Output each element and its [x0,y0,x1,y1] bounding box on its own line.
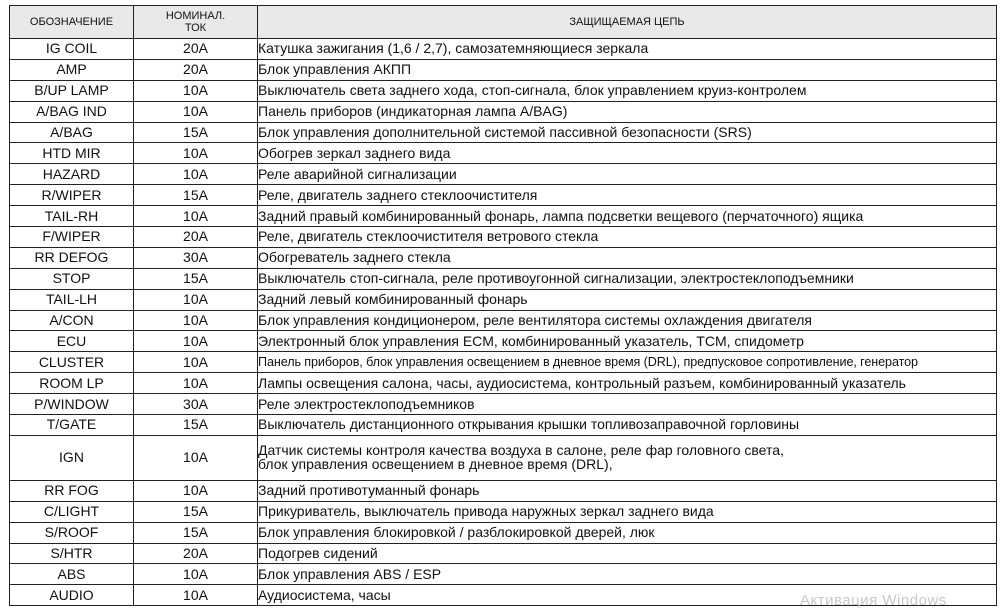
table-row [10,80,997,101]
header-protected-circuit: ЗАЩИЩАЕМАЯ ЦЕПЬ [258,6,997,39]
fuse-circuit: Панель приборов, блок управления освещением в дневное время (DRL), предпусковое сопротивление, генератор [258,352,997,373]
fuse-code: RR FOG [10,480,134,501]
table-row [10,206,997,227]
fuse-rating: 15A [134,415,258,436]
fuse-code: RR DEFOG [10,247,134,268]
fuse-circuit: Обогреватель заднего стекла [258,247,997,268]
fuse-rating: 10A [134,331,258,352]
table-row [10,164,997,185]
fuse-code: R/WIPER [10,185,134,206]
table-row [10,543,997,564]
fuse-circuit: Блок управления кондиционером, реле вентилятора системы охлаждения двигателя [258,310,997,331]
fuse-code: AUDIO [10,585,134,606]
fuse-circuit: Панель приборов (индикаторная лампа A/BAG) [258,101,997,122]
fuse-code: IGN [10,435,134,480]
fuse-code: TAIL-RH [10,206,134,227]
fuse-rating: 10A [134,373,258,394]
fuse-code: S/ROOF [10,522,134,543]
fuse-rating: 10A [134,164,258,185]
table-row [10,122,997,143]
fuse-circuit: Реле аварийной сигнализации [258,164,997,185]
table-row [10,39,997,60]
fuse-code: A/BAG IND [10,101,134,122]
header-rated-current-line1: НОМИНАЛ. [165,10,226,22]
fuse-rating: 10A [134,143,258,164]
fuse-circuit: Задний противотуманный фонарь [258,480,997,501]
fuse-code: B/UP LAMP [10,80,134,101]
fuse-table [9,5,997,606]
table-row [10,373,997,394]
table-row [10,480,997,501]
fuse-rating: 10A [134,352,258,373]
fuse-circuit: Задний правый комбинированный фонарь, лампа подсветки вещевого (перчаточного) ящика [258,206,997,227]
fuse-rating: 15A [134,185,258,206]
fuse-code: ROOM LP [10,373,134,394]
fuse-rating: 20A [134,59,258,80]
fuse-code: AMP [10,59,134,80]
fuse-rating: 10A [134,289,258,310]
fuse-circuit: Реле электростеклоподъемников [258,394,997,415]
fuse-circuit: Выключатель света заднего хода, стоп-сигнала, блок управлением круиз-контролем [258,80,997,101]
fuse-code: F/WIPER [10,227,134,248]
fuse-circuit: Задний левый комбинированный фонарь [258,289,997,310]
table-row [10,522,997,543]
header-rated-current-line2: ТОК [184,22,207,34]
fuse-code: A/BAG [10,122,134,143]
table-row [10,143,997,164]
fuse-rating: 10A [134,435,258,480]
fuse-code: T/GATE [10,415,134,436]
fuse-rating: 10A [134,585,258,606]
fuse-circuit: Аудиосистема, часы [258,585,997,606]
fuse-code: ABS [10,564,134,585]
fuse-code: HAZARD [10,164,134,185]
fuse-code: S/HTR [10,543,134,564]
fuse-circuit: Блок управления блокировкой / разблокировкой дверей, люк [258,522,997,543]
fuse-rating: 15A [134,268,258,289]
fuse-rating: 10A [134,101,258,122]
header-rated-current [134,6,258,39]
table-row [10,59,997,80]
fuse-rating: 10A [134,80,258,101]
fuse-code: CLUSTER [10,352,134,373]
fuse-code: HTD MIR [10,143,134,164]
header-designation: ОБОЗНАЧЕНИЕ [10,6,134,39]
fuse-rating: 10A [134,480,258,501]
table-row [10,352,997,373]
fuse-rating: 30A [134,247,258,268]
fuse-circuit: Реле, двигатель заднего стеклоочистителя [258,185,997,206]
table-row [10,564,997,585]
fuse-circuit: Обогрев зеркал заднего вида [258,143,997,164]
table-row [10,227,997,248]
table-row [10,268,997,289]
fuse-circuit [258,435,997,480]
fuse-rating: 20A [134,39,258,60]
fuse-code: A/CON [10,310,134,331]
fuse-rating: 20A [134,227,258,248]
fuse-rating: 15A [134,501,258,522]
fuse-rating: 10A [134,310,258,331]
fuse-circuit-line1: Датчик системы контроля качества воздуха в салоне, реле фар головного света, [258,442,784,459]
fuse-code: STOP [10,268,134,289]
fuse-code: C/LIGHT [10,501,134,522]
fuse-circuit: Выключатель дистанционного открывания крышки топливозаправочной горловины [258,415,997,436]
fuse-code: TAIL-LH [10,289,134,310]
windows-activation-watermark: Активация Windows [800,592,947,609]
fuse-rating: 30A [134,394,258,415]
table-row [10,310,997,331]
fuse-rating: 10A [134,564,258,585]
table-row [10,435,997,480]
fuse-circuit: Электронный блок управления ECM, комбинированный указатель, TCM, спидометр [258,331,997,352]
table-row [10,331,997,352]
table-header-row [10,6,997,39]
fuse-rating: 15A [134,522,258,543]
fuse-circuit: Блок управления АКПП [258,59,997,80]
fuse-rating: 20A [134,543,258,564]
table-row [10,501,997,522]
fuse-rating: 15A [134,122,258,143]
fuse-circuit-line2: блок управления освещением в дневное время (DRL), [258,455,613,472]
table-row [10,415,997,436]
fuse-circuit: Блок управления дополнительной системой пассивной безопасности (SRS) [258,122,997,143]
fuse-circuit: Лампы освещения салона, часы, аудиосистема, контрольный разъем, комбинированный указатель [258,373,997,394]
fuse-circuit: Катушка зажигания (1,6 / 2,7), самозатемняющиеся зеркала [258,39,997,60]
table-row [10,289,997,310]
fuse-code: P/WINDOW [10,394,134,415]
table-row [10,185,997,206]
fuse-circuit: Прикуриватель, выключатель привода наружных зеркал заднего вида [258,501,997,522]
table-row [10,247,997,268]
fuse-circuit: Выключатель стоп-сигнала, реле противоугонной сигнализации, электростеклоподъемники [258,268,997,289]
fuse-code: IG COIL [10,39,134,60]
fuse-circuit: Реле, двигатель стеклоочистителя ветрового стекла [258,227,997,248]
fuse-code: ECU [10,331,134,352]
fuse-rating: 10A [134,206,258,227]
table-row [10,394,997,415]
fuse-circuit: Подогрев сидений [258,543,997,564]
table-row [10,101,997,122]
fuse-circuit: Блок управления ABS / ESP [258,564,997,585]
